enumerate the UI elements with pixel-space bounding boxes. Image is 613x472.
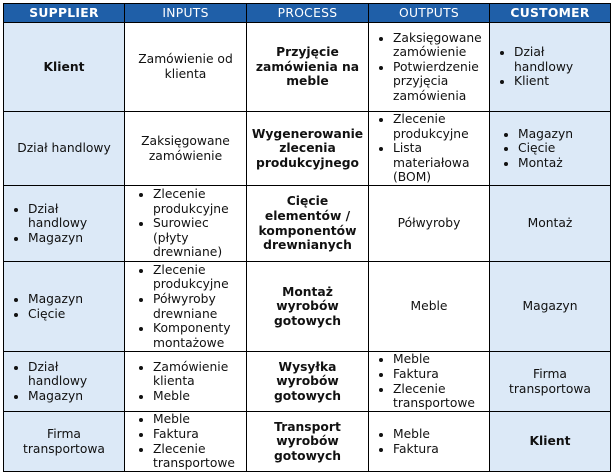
list-item: • Zlecenie produkcyjne bbox=[153, 263, 242, 292]
header-inputs: INPUTS bbox=[125, 4, 247, 23]
table-row bbox=[4, 23, 611, 112]
list-item: • Surowiec (płyty drewniane) bbox=[153, 216, 242, 260]
list-item: • Komponenty montażowe bbox=[153, 321, 242, 350]
supplier-cell bbox=[4, 352, 125, 412]
outputs-list bbox=[373, 112, 485, 185]
list-item: • Zamówienie klienta bbox=[153, 360, 242, 389]
customer-list bbox=[494, 45, 606, 89]
list-item: • Meble bbox=[153, 412, 242, 427]
list-item: • Magazyn bbox=[28, 231, 120, 246]
list-item: • Półwyroby drewniane bbox=[153, 292, 242, 321]
list-item: • Meble bbox=[393, 427, 485, 442]
list-item: • Faktura bbox=[393, 367, 485, 382]
list-item: • Zlecenie transportowe bbox=[153, 442, 242, 471]
list-item: • Cięcie bbox=[28, 307, 120, 322]
list-item: • Lista materiałowa (BOM) bbox=[393, 141, 485, 185]
list-item: • Magazyn bbox=[518, 127, 606, 142]
process-cell: Wysyłka wyrobów gotowych bbox=[247, 352, 369, 412]
list-item: • Zlecenie produkcyjne bbox=[393, 112, 485, 141]
inputs-list bbox=[129, 187, 242, 260]
header-outputs: OUTPUTS bbox=[369, 4, 490, 23]
process-cell: Transport wyrobów gotowych bbox=[247, 412, 369, 472]
supplier-list bbox=[8, 202, 120, 246]
customer-cell: Firma transportowa bbox=[490, 352, 611, 412]
list-item: • Magazyn bbox=[28, 389, 120, 404]
inputs-list bbox=[129, 412, 242, 470]
outputs-cell bbox=[369, 112, 490, 186]
customer-cell bbox=[490, 112, 611, 186]
list-item: • Klient bbox=[514, 74, 606, 89]
list-item: • Magazyn bbox=[28, 292, 120, 307]
inputs-cell bbox=[125, 186, 247, 262]
list-item: • Zlecenie transportowe bbox=[393, 382, 485, 411]
customer-cell: Klient bbox=[490, 412, 611, 472]
header-customer: CUSTOMER bbox=[490, 4, 611, 23]
inputs-cell bbox=[125, 412, 247, 472]
list-item: • Faktura bbox=[393, 442, 485, 457]
process-cell: Cięcie elementów / komponentów drewnianych bbox=[247, 186, 369, 262]
supplier-list bbox=[8, 292, 120, 321]
process-cell: Montaż wyrobów gotowych bbox=[247, 262, 369, 352]
list-item: • Meble bbox=[153, 389, 242, 404]
list-item: • Dział handlowy bbox=[514, 45, 606, 74]
list-item: • Montaż bbox=[518, 156, 606, 171]
supplier-cell: Firma transportowa bbox=[4, 412, 125, 472]
outputs-cell: Meble bbox=[369, 262, 490, 352]
outputs-list bbox=[373, 31, 485, 104]
list-item: • Faktura bbox=[153, 427, 242, 442]
inputs-cell: Zamówienie od klienta bbox=[125, 23, 247, 112]
inputs-list bbox=[129, 263, 242, 351]
supplier-cell bbox=[4, 186, 125, 262]
sipoc-table bbox=[3, 3, 611, 472]
customer-cell: Montaż bbox=[490, 186, 611, 262]
process-cell: Wygenerowanie zlecenia produkcyjnego bbox=[247, 112, 369, 186]
table-row bbox=[4, 186, 611, 262]
header-process: PROCESS bbox=[247, 4, 369, 23]
list-item: • Zlecenie produkcyjne bbox=[153, 187, 242, 216]
outputs-list bbox=[373, 352, 485, 410]
supplier-cell bbox=[4, 262, 125, 352]
inputs-cell bbox=[125, 262, 247, 352]
header-supplier: SUPPLIER bbox=[4, 4, 125, 23]
outputs-cell bbox=[369, 352, 490, 412]
table-row bbox=[4, 352, 611, 412]
supplier-cell: Dział handlowy bbox=[4, 112, 125, 186]
outputs-list bbox=[373, 427, 485, 456]
inputs-list bbox=[129, 360, 242, 404]
supplier-cell: Klient bbox=[4, 23, 125, 112]
list-item: • Meble bbox=[393, 352, 485, 367]
outputs-cell bbox=[369, 23, 490, 112]
list-item: • Dział handlowy bbox=[28, 360, 120, 389]
outputs-cell bbox=[369, 412, 490, 472]
list-item: • Dział handlowy bbox=[28, 202, 120, 231]
outputs-cell: Półwyroby bbox=[369, 186, 490, 262]
table-row bbox=[4, 262, 611, 352]
table-row bbox=[4, 412, 611, 472]
table-row bbox=[4, 112, 611, 186]
process-cell: Przyjęcie zamówienia na meble bbox=[247, 23, 369, 112]
supplier-list bbox=[8, 360, 120, 404]
list-item: • Cięcie bbox=[518, 141, 606, 156]
customer-list bbox=[494, 127, 606, 171]
header-row bbox=[4, 4, 611, 23]
inputs-cell: Zaksięgowane zamówienie bbox=[125, 112, 247, 186]
customer-cell: Magazyn bbox=[490, 262, 611, 352]
inputs-cell bbox=[125, 352, 247, 412]
customer-cell bbox=[490, 23, 611, 112]
list-item: • Potwierdzenie przyjęcia zamówienia bbox=[393, 60, 485, 104]
list-item: • Zaksięgowane zamówienie bbox=[393, 31, 485, 60]
